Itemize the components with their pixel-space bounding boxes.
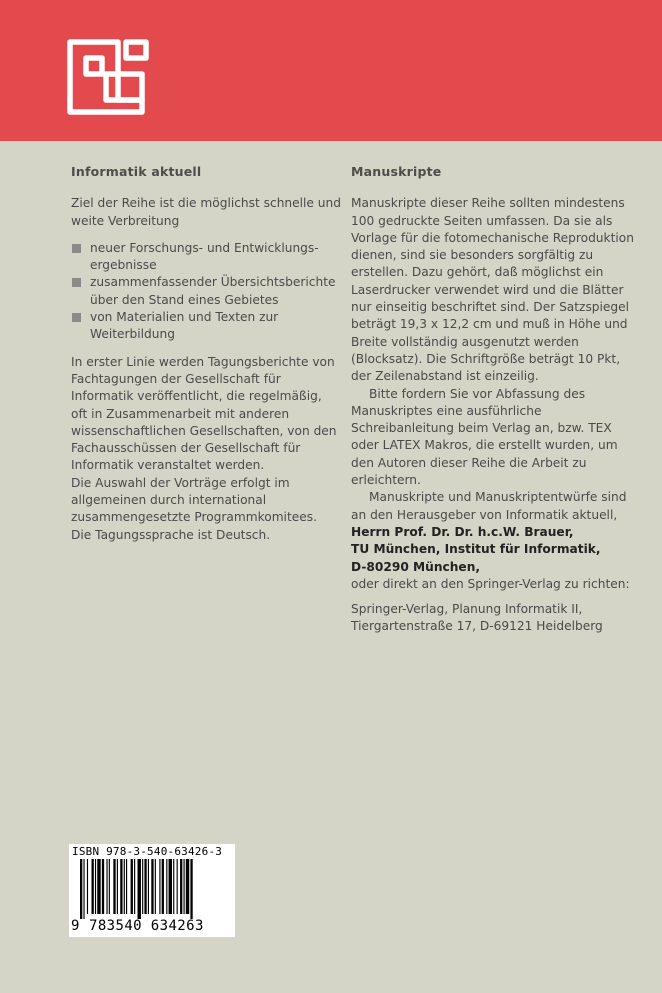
barcode-bar (144, 859, 146, 914)
bullet-square-icon (72, 278, 81, 287)
aims-list (71, 240, 341, 344)
barcode-bar (184, 859, 185, 914)
barcode-bar (186, 859, 189, 914)
barcode-bar (155, 859, 156, 914)
barcode-bar (162, 859, 164, 914)
proceedings-paragraph: In erster Linie werden Tagungsberichte von Fachtagungen der Gesellschaft für Informatik veröffentlicht, die regelmäßig, oft in Zusammenarbeit mit anderen wissenschaftlichen Gesellschaften, von den Fachausschüssen der Gesellschaft für Informatik veranstaltet werden. (71, 354, 337, 473)
barcode-bar (83, 859, 84, 919)
series-heading: Informatik aktuell (71, 164, 202, 179)
barcode-bars-icon (80, 859, 230, 919)
barcode-bar (92, 859, 94, 914)
isbn-barcode (69, 844, 235, 937)
list-item: zusammenfassender Übersichtsberichte über den Stand eines Gebietes (71, 274, 341, 309)
barcode-bar (87, 859, 88, 914)
bullet-square-icon (72, 313, 81, 322)
barcode-bar (173, 859, 174, 914)
list-item: von Materialien und Texten zur Weiterbildung (71, 309, 341, 344)
barcode-bar (190, 859, 192, 919)
editor-name: Herrn Prof. Dr. Dr. h.c.W. Brauer, (351, 524, 574, 539)
manuscript-requirements: Manuskripte dieser Reihe sollten mindestens 100 gedruckte Seiten umfassen. Da sie als Vorlage für die fotomechanische Reproduktion dienen, sind sie besonders sorgfältig zu erstellen. Dazu gehört, daß möglichst ein Laserdrucker verwendet wird und die Blätter nur einseitig beschriftet sind. Der Satzspiegel beträgt 19,3 x 12,2 cm und muß in Höhe und Breite vollständig ausgenutzt werden (Blocksatz). Die Schriftgröße beträgt 10 Pkt, der Zeilenabstand ist einzeilig. (351, 196, 634, 384)
barcode-bar (131, 859, 133, 914)
editor-institution: TU München, Institut für Informatik, (351, 542, 601, 557)
barcode-bar (159, 859, 160, 914)
editor-city: D-80290 München, (351, 559, 480, 574)
style-guide-paragraph: Bitte fordern Sie vor Abfassung des Manuskriptes eine ausführliche Schreibanleitung beim Verlag an, bzw. TEX oder LATEX Makros, die erstellt wurden, um den Autoren dieser Reihe die Arbeit zu erleichtern. (351, 386, 618, 488)
manuscripts-heading: Manuskripte (351, 164, 442, 179)
barcode-bar (166, 859, 167, 914)
barcode-bar (138, 859, 141, 919)
top-banner (0, 0, 662, 141)
intro-text: Ziel der Reihe ist die möglichst schnelle und weite Verbreitung (71, 196, 341, 228)
barcode-bar (177, 859, 178, 914)
language-paragraph: Die Tagungssprache ist Deutsch. (71, 527, 271, 542)
barcode-bar (134, 859, 135, 914)
submission-paragraph: Manuskripte und Manuskriptentwürfe sind an den Herausgeber von Informatik aktuell, (351, 490, 627, 522)
barcode-first-digit: 9 (71, 918, 80, 934)
barcode-bar (124, 859, 125, 914)
barcode-bar (117, 859, 118, 914)
barcode-bar (95, 859, 96, 914)
bullet-square-icon (72, 244, 81, 253)
publisher-line-1: Springer-Verlag, Planung Informatik II, (351, 602, 583, 617)
barcode-bar (113, 859, 115, 914)
closing-text: oder direkt an den Springer-Verlag zu richten: (351, 576, 630, 591)
barcode-digits: 783540 634263 (89, 918, 204, 934)
selection-paragraph: Die Auswahl der Vorträge erfolgt im allgemeinen durch international zusammengesetzte Programmkomitees. (71, 475, 317, 525)
barcode-bar (97, 859, 100, 914)
barcode-bar (80, 859, 82, 919)
publisher-logo-icon (66, 38, 150, 116)
list-item: neuer Forschungs- und Entwicklungs- ergebnisse (71, 240, 341, 275)
barcode-bar (109, 859, 110, 914)
barcode-bar (126, 859, 127, 914)
barcode-bar (106, 859, 107, 914)
barcode-bar (102, 859, 104, 914)
isbn-number: ISBN 978-3-540-63426-3 (72, 845, 223, 858)
left-column (71, 163, 341, 544)
barcode-bar (142, 859, 143, 914)
barcode-bar (169, 859, 172, 914)
publisher-line-2: Tiergartenstraße 17, D-69121 Heidelberg (351, 619, 603, 634)
barcode-bar (151, 859, 153, 914)
barcode-bar (120, 859, 122, 914)
barcode-bar (180, 859, 182, 914)
barcode-bar (148, 859, 149, 914)
right-column (351, 163, 641, 636)
